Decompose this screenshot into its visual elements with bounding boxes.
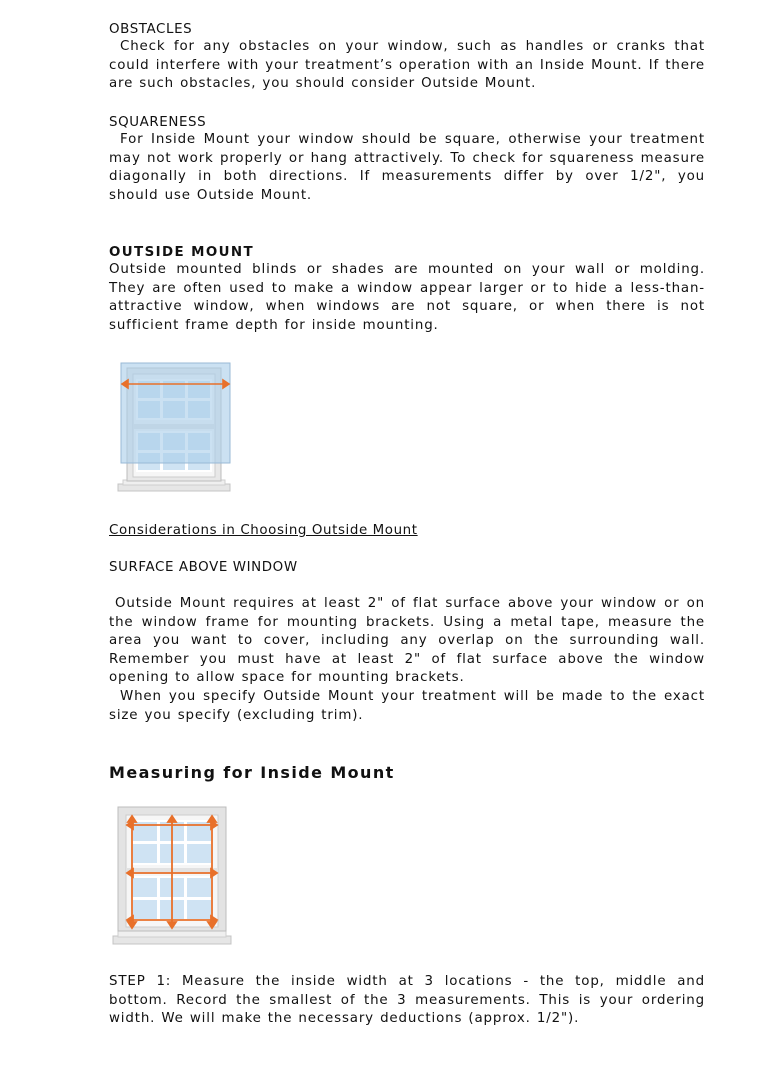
- outside-mount-window-illustration: [115, 360, 235, 495]
- step-1-text: STEP 1: Measure the inside width at 3 locations - the top, middle and bottom. Record the smallest of the 3 measurements. This is your ordering width. We will make the necessary deductions (approx. 1/2").: [109, 974, 705, 1026]
- squareness-text: For Inside Mount your window should be square, otherwise your treatment may not work properly or hang attractively. To check for squareness measure diagonally in both directions. If measurements differ by over 1/2", you should use Outside Mount.: [109, 132, 705, 203]
- outside-mount-size-note: When you specify Outside Mount your treatment will be made to the exact size you specify (excluding trim).: [109, 689, 705, 723]
- outside-mount-heading: OUTSIDE MOUNT: [109, 245, 255, 260]
- outside-mount-text: Outside mounted blinds or shades are mounted on your wall or molding. They are often used to make a window appear larger or to hide a less-than-attractive window, when windows are not square, or when there is not sufficient frame depth for inside mounting.: [109, 262, 705, 333]
- considerations-heading: Considerations in Choosing Outside Mount: [109, 523, 418, 538]
- obstacles-heading: OBSTACLES: [109, 22, 193, 37]
- obstacles-text: Check for any obstacles on your window, such as handles or cranks that could interfere with your treatment’s operation with an Inside Mount. If there are such obstacles, you should consider Outside Mount.: [109, 39, 705, 91]
- surface-above-window-text: Outside Mount requires at least 2" of flat surface above your window or on the window frame for mounting brackets. Using a metal tape, measure the area you want to cover, including any overlap on the surrounding wall. Remember you must have at least 2" of flat surface above the window opening to allow space for mounting brackets.: [109, 596, 705, 685]
- surface-above-window-heading: SURFACE ABOVE WINDOW: [109, 560, 298, 575]
- inside-mount-window-illustration: [110, 803, 235, 948]
- squareness-heading: SQUARENESS: [109, 115, 207, 130]
- inside-mount-heading: Measuring for Inside Mount: [109, 763, 395, 782]
